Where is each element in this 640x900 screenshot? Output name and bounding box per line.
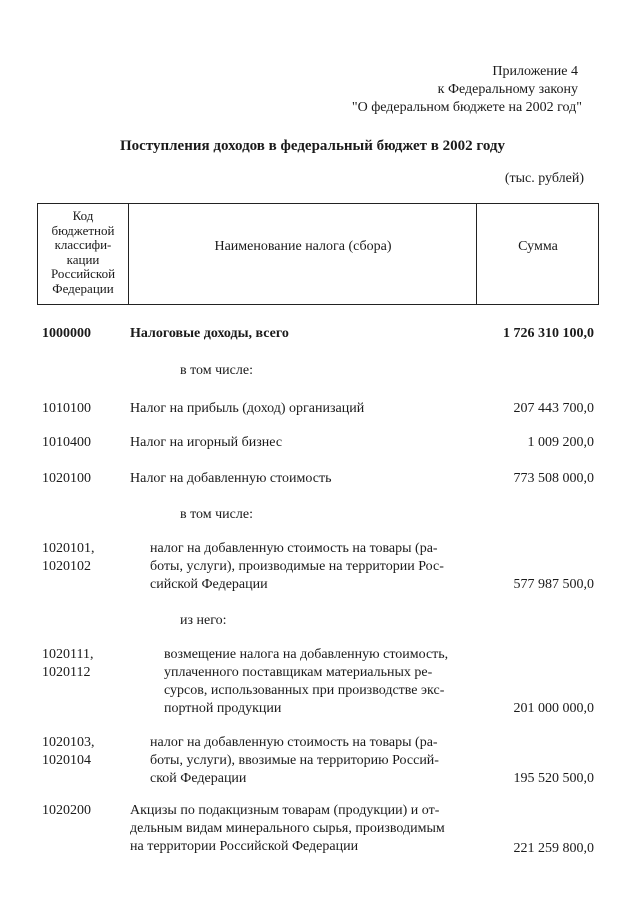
row-name: Налог на игорный бизнес [130,435,283,450]
subheading-including: в том числе: [180,363,253,378]
row-name: Налог на прибыль (доход) организаций [130,401,365,416]
row-code: 1020103, [42,735,95,750]
row-code: 1000000 [42,326,91,341]
row-sum: 195 520 500,0 [513,771,594,786]
appendix-line-3: "О федеральном бюджете на 2002 год" [351,100,582,115]
row-code: 1020111, [42,647,94,662]
row-code: 1020101, [42,541,95,556]
units-label: (тыс. рублей) [504,171,584,186]
row-code: 1020200 [42,803,91,818]
appendix-line-1: Приложение 4 [492,64,578,79]
column-divider [476,204,477,304]
row-sum: 221 259 800,0 [513,841,594,856]
row-name: Налог на добавленную стоимость [130,471,332,486]
table-header [37,203,599,305]
document-title: Поступления доходов в федеральный бюджет в 2002 году [120,138,505,154]
column-header-name: Наименование налога (сбора) [214,239,392,254]
subheading-of-which: из него: [180,613,227,628]
row-sum: 1 009 200,0 [527,435,594,450]
row-name: Акцизы по подакцизным товарам (продукции) и от- дельным видам минерального сырья, производимым на территории Российской Федерации [130,803,445,854]
row-code: 1020102 [42,559,91,574]
row-sum: 773 508 000,0 [513,471,594,486]
row-name: налог на добавленную стоимость на товары (ра- боты, услуги), ввозимые на территорию Россий- ской Федерации [150,735,439,786]
row-sum: 207 443 700,0 [513,401,594,416]
row-code: 1020104 [42,753,91,768]
appendix-line-2: к Федеральному закону [437,82,578,97]
row-sum: 577 987 500,0 [513,577,594,592]
row-code: 1010400 [42,435,91,450]
row-sum: 1 726 310 100,0 [503,326,594,341]
row-sum: 201 000 000,0 [513,701,594,716]
column-header-code: Код бюджетной классифи- кации Российской Федерации [50,208,116,296]
row-name: возмещение налога на добавленную стоимость, уплаченного поставщикам материальных ре- сурсов, использованных при производстве экс- портной продукции [164,647,449,716]
row-code: 1010100 [42,401,91,416]
row-name: Налоговые доходы, всего [130,326,289,341]
row-name: налог на добавленную стоимость на товары (ра- боты, услуги), производимые на территории Рос- сийской Федерации [150,541,444,592]
row-code: 1020112 [42,665,91,680]
row-code: 1020100 [42,471,91,486]
column-header-sum: Сумма [518,239,558,254]
subheading-including: в том числе: [180,507,253,522]
column-divider [128,204,129,304]
